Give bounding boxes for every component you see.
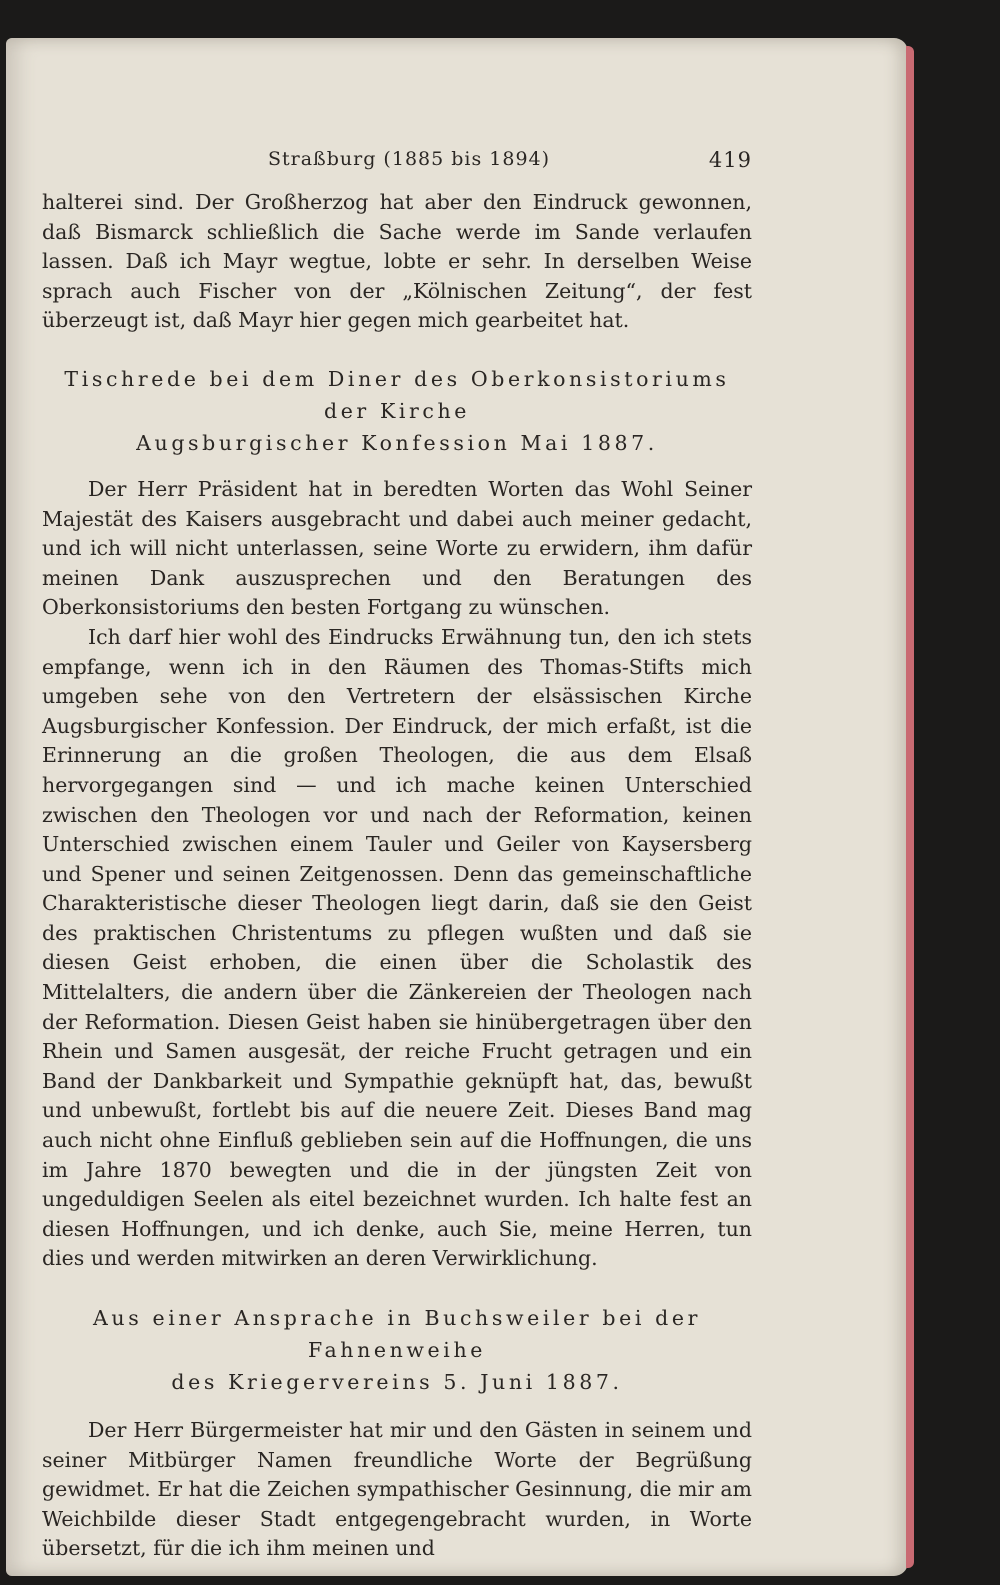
section-heading-buchsweiler-line-1: Aus einer Ansprache in Buchsweiler bei der Fahnenweihe [93, 1306, 701, 1362]
paragraph-continued: halterei sind. Der Großherzog hat aber den Eindruck gewonnen, daß Bismarck schließlich die Sache werde im Sande verlaufen lassen. Daß ich Mayr wegtue, lobte er sehr. In derselben Weise sprach auch Fischer von der „Kölnischen Zeitung“, der fest überzeugt ist, daß Mayr hier gegen mich gearbeitet hat. [42, 190, 752, 333]
book-page [6, 38, 908, 1576]
page-number: 419 [708, 148, 752, 172]
page-content [42, 148, 752, 1564]
page-header [42, 148, 752, 188]
running-title: Straßburg (1885 bis 1894) [268, 148, 551, 170]
section-heading-buchsweiler-line-2: des Kriegervereins 5. Juni 1887. [171, 1370, 623, 1394]
paragraph-buchsweiler-1: Der Herr Bürgermeister hat mir und den Gästen in seinem und seiner Mitbürger Namen freundliche Worte der Begrüßung gewidmet. Er hat die Zeichen sympathischer Gesinnung, die mir am Weichbilde dieser Stadt entgegengebracht wurden, in Worte übersetzt, für die ich ihm meinen und [42, 1418, 752, 1561]
paragraph-dinner-1: Der Herr Präsident hat in beredten Worten das Wohl Seiner Majestät des Kaisers ausgebracht und dabei auch meiner gedacht, und ich will nicht unterlassen, seine Worte zu erwidern, ihm dafür meinen Dank auszusprechen und den Beratungen des Oberkonsistoriums den besten Fortgang zu wünschen. [42, 476, 752, 620]
section-heading-dinner-line-1: Tischrede bei dem Diner des Oberkonsistoriums der Kirche [64, 366, 730, 423]
section-heading-dinner-line-2: Augsburgischer Konfession Mai 1887. [136, 430, 658, 455]
paragraph-dinner-2: Ich darf hier wohl des Eindrucks Erwähnung tun, den ich stets empfange, wenn ich in den Räumen des Thomas-Stifts mich umgeben sehe von den Vertretern der elsässischen Kirche Augsburgischer Konfession. Der Eindruck, der mich erfaßt, ist die Erinnerung an die großen Theologen, die aus dem Elsaß hervorgegangen sind — und ich mache keinen Unterschied zwischen den Theologen vor und nach der Reformation, keinen Unterschied zwischen einem Tauler und Geiler von Kaysersberg und Spener und seinen Zeitgenossen. Denn das gemeinschaftliche Charakteristische dieser Theologen liegt darin, daß sie den Geist des praktischen Christentums zu pflegen wußten und daß sie diesen Geist erhoben, die einen über die Scholastik des Mittelalters, die andern über die Zänkereien der Theologen nach der Reformation. Diesen Geist haben sie hinübergetragen über den Rhein und Samen ausgesät, der reiche Frucht getragen und ein Band der Dankbarkeit und Sympathie geknüpft hat, das, bewußt und unbewußt, fortlebt bis auf die neuere Zeit. Dieses Band mag auch nicht ohne Einfluß geblieben sein auf die Hoffnungen, die uns im Jahre 1870 bewegten und die in der jüngsten Zeit von ungeduldigen Seelen als eitel bezeichnet wurden. Ich halte fest an diesen Hoffnungen, und ich denke, auch Sie, meine Herren, tun dies und werden mitwirken an deren Verwirklichung. [42, 624, 752, 1271]
